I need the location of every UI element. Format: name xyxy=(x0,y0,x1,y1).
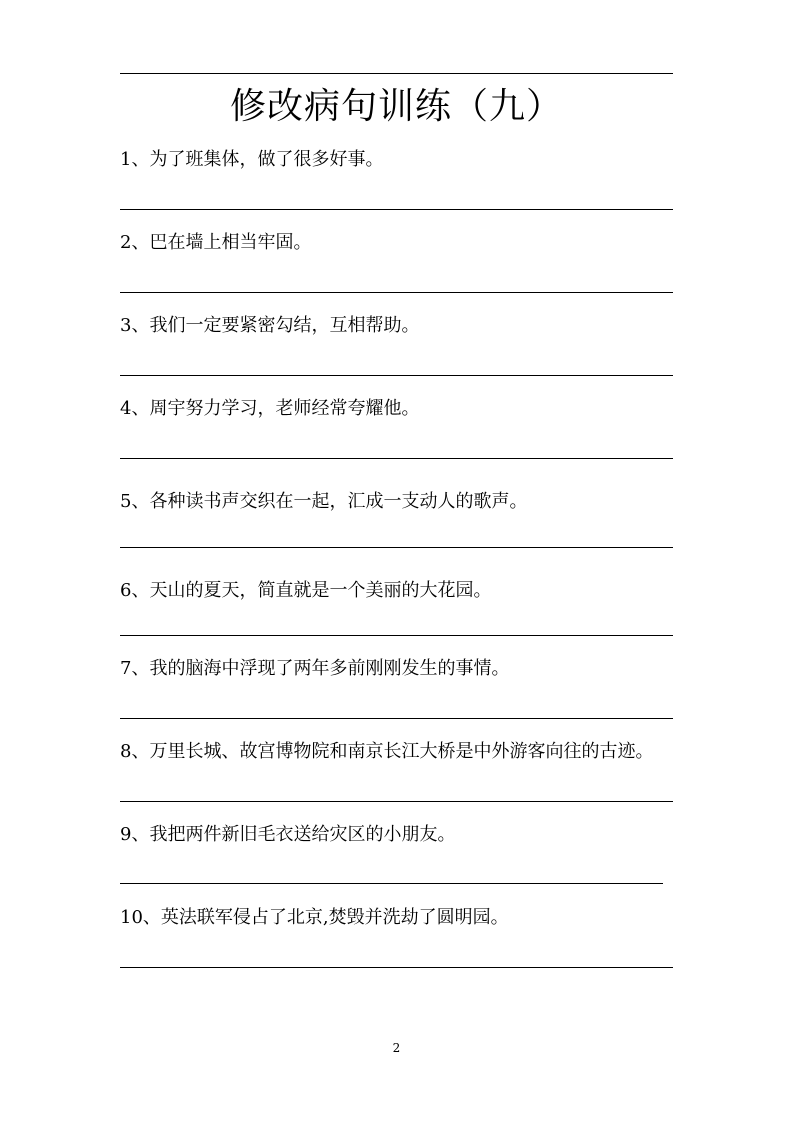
answer-line-4[interactable] xyxy=(120,458,673,459)
top-rule xyxy=(120,73,673,74)
question-1: 1、为了班集体，做了很多好事。 xyxy=(120,149,384,170)
question-3: 3、我们一定要紧密勾结，互相帮助。 xyxy=(120,315,420,336)
page-number: 2 xyxy=(392,1041,401,1055)
answer-line-3[interactable] xyxy=(120,375,673,376)
question-5: 5、各种读书声交织在一起，汇成一支动人的歌声。 xyxy=(120,491,528,512)
question-2: 2、巴在墙上相当牢固。 xyxy=(120,232,312,253)
question-10: 10、英法联军侵占了北京,焚毁并洗劫了圆明园。 xyxy=(120,907,509,928)
answer-line-7[interactable] xyxy=(120,718,673,719)
page-title: 修改病句训练（九） xyxy=(229,86,563,127)
answer-line-6[interactable] xyxy=(120,635,673,636)
question-8: 8、万里长城、故宫博物院和南京长江大桥是中外游客向往的古迹。 xyxy=(120,741,654,762)
answer-line-5[interactable] xyxy=(120,547,673,548)
answer-line-8[interactable] xyxy=(120,801,673,802)
answer-line-10[interactable] xyxy=(120,967,673,968)
answer-line-9[interactable] xyxy=(120,883,663,884)
question-4: 4、周宇努力学习，老师经常夸耀他。 xyxy=(120,398,420,419)
answer-line-1[interactable] xyxy=(120,209,673,210)
question-7: 7、我的脑海中浮现了两年多前刚刚发生的事情。 xyxy=(120,658,510,679)
question-9: 9、我把两件新旧毛衣送给灾区的小朋友。 xyxy=(120,824,456,845)
question-6: 6、天山的夏天，简直就是一个美丽的大花园。 xyxy=(120,580,492,601)
answer-line-2[interactable] xyxy=(120,292,673,293)
